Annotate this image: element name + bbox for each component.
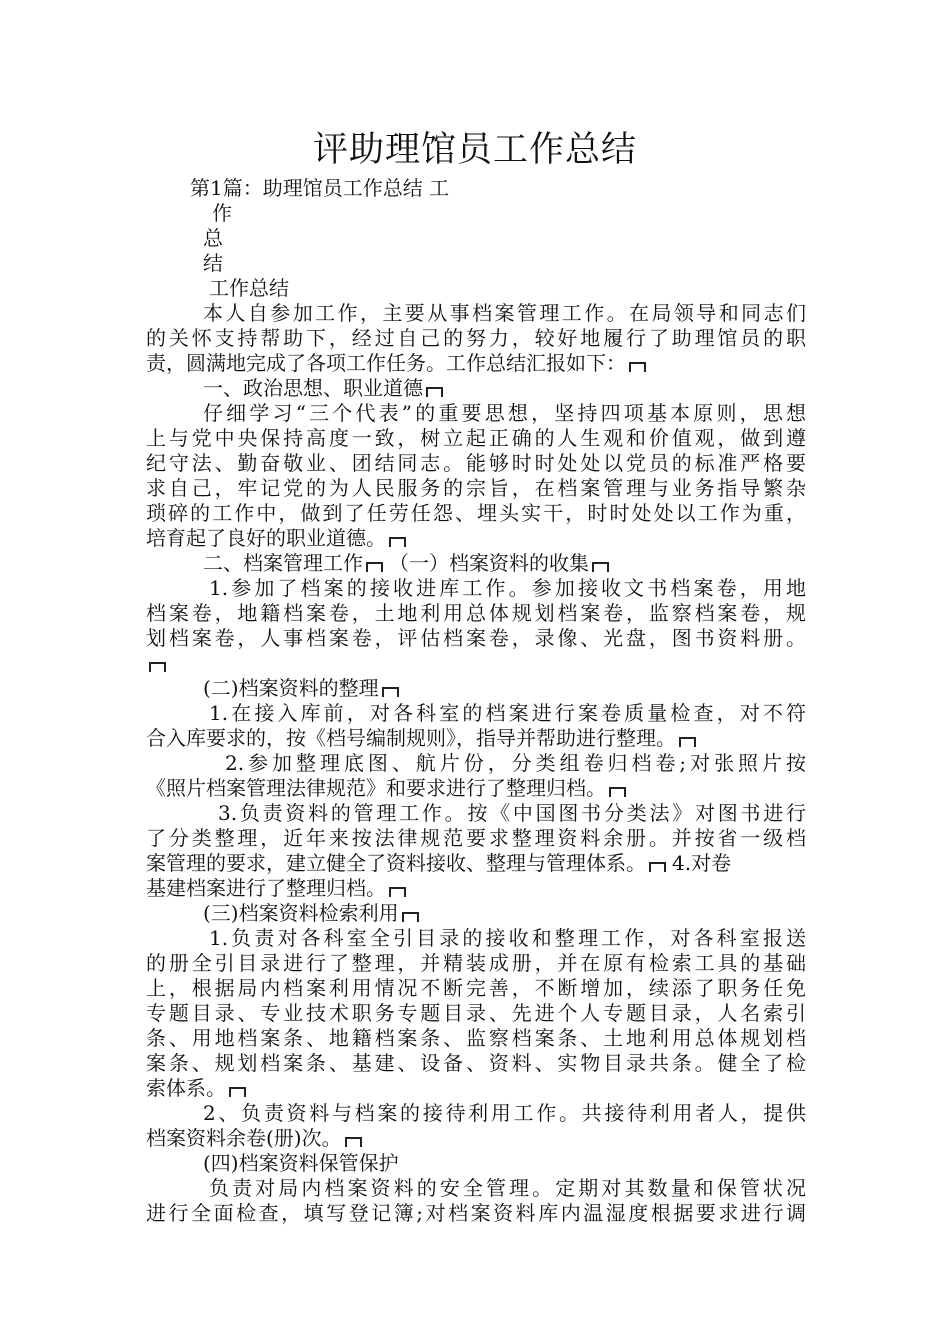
line-text: 总 <box>203 226 223 250</box>
line-text: (三)档案资料检索利用 <box>203 901 399 925</box>
paragraph-mark-icon <box>649 862 666 872</box>
text-line <box>203 1101 806 1126</box>
text-line <box>146 651 806 676</box>
paragraph-mark-icon <box>229 1087 246 1097</box>
text-line <box>203 676 806 701</box>
text-line <box>209 276 806 301</box>
text-line <box>203 226 806 251</box>
line-text: 《照片档案管理法律规范》和要求进行了整理归档。 <box>146 776 606 800</box>
text-line <box>203 1151 806 1176</box>
text-line <box>146 1051 806 1076</box>
line-text: 一、政治思想、职业道德 <box>203 376 423 400</box>
line-text: 1.参加了档案的接收进库工作。参加接收文书档案卷，用地 <box>209 576 806 600</box>
text-line <box>146 601 806 626</box>
text-line <box>209 1176 806 1201</box>
paragraph-mark-icon <box>366 562 383 572</box>
paragraph-mark-icon <box>389 537 406 547</box>
text-line <box>203 551 806 576</box>
text-line <box>146 426 806 451</box>
line-text: 培育起了良好的职业道德。 <box>146 526 386 550</box>
line-text: (二)档案资料的整理 <box>203 676 379 700</box>
paragraph-mark-icon <box>345 1137 362 1147</box>
line-text: 结 <box>203 251 223 275</box>
text-line <box>190 176 806 201</box>
line-text-continued: 4.对卷 <box>672 851 732 875</box>
text-line <box>209 926 806 951</box>
text-line <box>203 251 806 276</box>
document-title: 评助理馆员工作总结 <box>312 130 637 170</box>
text-line <box>146 326 806 351</box>
text-line <box>209 701 806 726</box>
line-text: 负责对局内档案资料的安全管理。定期对其数量和保管状况 <box>209 1176 806 1200</box>
text-line <box>146 476 806 501</box>
paragraph-mark-icon <box>382 687 399 697</box>
line-text: 仔细学习“三个代表”的重要思想，坚持四项基本原则，思想 <box>203 401 806 425</box>
text-line <box>146 1076 806 1101</box>
text-line <box>203 401 806 426</box>
line-text: 第1篇：助理馆员工作总结 工 <box>190 176 450 200</box>
line-text: 了分类整理，近年来按法律规范要求整理资料余册。并按省一级档 <box>146 826 806 850</box>
text-line <box>146 776 806 801</box>
line-text: 档案卷，地籍档案卷，土地利用总体规划档案卷，监察档案卷，规 <box>146 601 806 625</box>
line-text-continued: （一）档案资料的收集 <box>389 551 589 575</box>
paragraph-mark-icon <box>679 737 696 747</box>
text-line <box>212 201 806 226</box>
line-text: 二、档案管理工作 <box>203 551 363 575</box>
line-text: 1.在接入库前，对各科室的档案进行案卷质量检查，对不符 <box>209 701 806 725</box>
text-line <box>146 1001 806 1026</box>
line-text: 的关怀支持帮助下，经过自己的努力，较好地履行了助理馆员的职 <box>146 326 806 350</box>
line-text: 求自己，牢记党的为人民服务的宗旨，在档案管理与业务指导繁杂 <box>146 476 806 500</box>
line-text: 索体系。 <box>146 1076 226 1100</box>
line-text: 案管理的要求，建立健全了资料接收、整理与管理体系。 <box>146 851 646 875</box>
text-line <box>146 351 806 376</box>
line-text: 作 <box>212 201 232 225</box>
line-text: 3.负责资料的管理工作。按《中国图书分类法》对图书进行 <box>218 801 806 825</box>
paragraph-mark-icon <box>402 912 419 922</box>
line-text: 专题目录、专业技术职务专题目录、先进个人专题目录，人名索引 <box>146 1001 806 1025</box>
line-text: 进行全面检查，填写登记簿;对档案资料库内温湿度根据要求进行调 <box>146 1201 806 1225</box>
paragraph-mark-icon <box>592 562 609 572</box>
paragraph-mark-icon <box>629 362 646 372</box>
line-text: 2.参加整理底图、航片份，分类组卷归档卷;对张照片按 <box>225 751 806 775</box>
text-line <box>203 376 806 401</box>
line-text: 划档案卷，人事档案卷，评估档案卷，录像、光盘，图书资料册。 <box>146 626 806 650</box>
line-text: 本人自参加工作，主要从事档案管理工作。在局领导和同志们 <box>203 301 806 325</box>
text-line <box>146 501 806 526</box>
text-line <box>203 301 806 326</box>
line-text: 上，根据局内档案利用情况不断完善，不断增加，续添了职务任免 <box>146 976 806 1000</box>
paragraph-mark-icon <box>426 387 443 397</box>
line-text: 1.负责对各科室全引目录的接收和整理工作，对各科室报送 <box>209 926 806 950</box>
text-line <box>146 526 806 551</box>
text-line <box>225 751 806 776</box>
text-line <box>203 901 806 926</box>
line-text: (四)档案资料保管保护 <box>203 1151 399 1175</box>
text-line <box>146 976 806 1001</box>
text-line <box>146 851 806 876</box>
text-line <box>146 1026 806 1051</box>
text-line <box>146 951 806 976</box>
line-text: 上与党中央保持高度一致，树立起正确的人生观和价值观，做到遵 <box>146 426 806 450</box>
text-line <box>146 1126 806 1151</box>
text-line <box>146 726 806 751</box>
line-text: 2、负责资料与档案的接待利用工作。共接待利用者人，提供 <box>203 1101 806 1125</box>
text-line <box>146 626 806 651</box>
line-text: 档案资料余卷(册)次。 <box>146 1126 342 1150</box>
line-text: 的册全引目录进行了整理，并精装成册，并在原有检索工具的基础 <box>146 951 806 975</box>
paragraph-mark-icon <box>609 787 626 797</box>
text-line <box>146 451 806 476</box>
text-line <box>218 801 806 826</box>
line-text: 合入库要求的，按《档号编制规则》，指导并帮助进行整理。 <box>146 726 676 750</box>
line-text: 条、用地档案条、地籍档案条、监察档案条、土地利用总体规划档 <box>146 1026 806 1050</box>
line-text: 工作总结 <box>209 276 289 300</box>
line-text: 纪守法、勤奋敬业、团结同志。能够时时处处以党员的标准严格要 <box>146 451 806 475</box>
text-line <box>146 826 806 851</box>
text-line <box>146 876 806 901</box>
line-text: 基建档案进行了整理归档。 <box>146 876 386 900</box>
text-line <box>146 1201 806 1226</box>
line-text: 案条、规划档案条、基建、设备、资料、实物目录共条。健全了检 <box>146 1051 806 1075</box>
paragraph-mark-icon <box>389 887 406 897</box>
paragraph-mark-icon <box>149 662 166 672</box>
line-text: 责，圆满地完成了各项工作任务。工作总结汇报如下： <box>146 351 626 375</box>
line-text: 琐碎的工作中，做到了任劳任怨、埋头实干，时时处处以工作为重， <box>146 501 806 525</box>
text-line <box>209 576 806 601</box>
